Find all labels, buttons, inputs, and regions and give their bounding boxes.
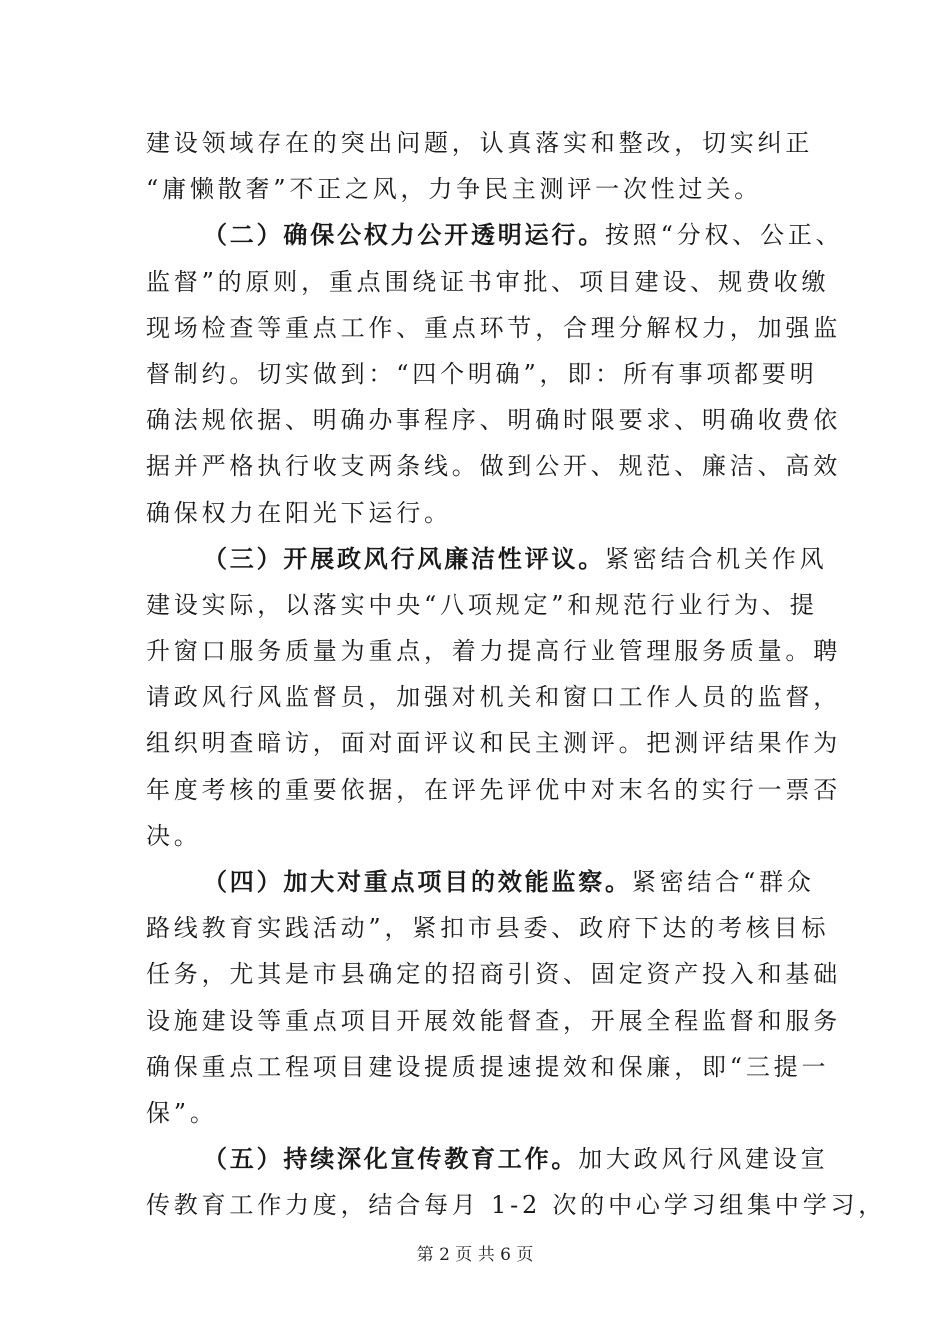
section-heading: （二）确保公权力公开透明运行。 bbox=[203, 221, 605, 250]
text-line: 设施建设等重点项目开展效能督查，开展全程监督和服务 bbox=[146, 1006, 841, 1035]
paragraph-first-line bbox=[146, 536, 828, 582]
text-line: 任务，尤其是市县确定的招商引资、固定资产投入和基础 bbox=[146, 960, 841, 989]
section-heading: （四）加大对重点项目的效能监察。 bbox=[203, 868, 632, 896]
text-line: 年度考核的重要依据，在评先评优中对末名的实行一票否 bbox=[146, 775, 841, 804]
section-text: 按照“分权、公正、 bbox=[605, 221, 844, 250]
text-line: 升窗口服务质量为重点，着力提高行业管理服务质量。聘 bbox=[146, 637, 841, 666]
paragraph-first-line bbox=[146, 1136, 829, 1182]
text-line: 监督”的原则，重点围绕证书审批、项目建设、规费收缴 bbox=[146, 267, 830, 296]
text-line: 传教育工作力度，结合每月 1-2 次的中心学习组集中学习， bbox=[146, 1191, 887, 1220]
text-line: 确保重点工程项目建设提质提速提效和保廉，即“三提一 bbox=[146, 1052, 830, 1081]
text-line: 建设领域存在的突出问题，认真落实和整改，切实纠正 bbox=[146, 129, 814, 157]
page-footer: 第 2 页 共 6 页 bbox=[416, 1245, 534, 1265]
section-text: 加大政风行风建设宣 bbox=[578, 1145, 829, 1174]
text-line: 保”。 bbox=[146, 1098, 218, 1127]
paragraph-first-line bbox=[146, 859, 815, 905]
paragraph-first-line bbox=[146, 212, 844, 258]
text-line: 现场检查等重点工作、重点环节，合理分解权力，加强监 bbox=[146, 313, 841, 342]
section-text: 紧密结合机关作风 bbox=[605, 544, 828, 573]
text-line: 决。 bbox=[146, 821, 202, 850]
text-line: “庸懒散奢”不正之风，力争民主测评一次性过关。 bbox=[146, 175, 762, 204]
text-line: 确保权力在阳光下运行。 bbox=[146, 498, 452, 527]
text-line: 据并严格执行收支两条线。做到公开、规范、廉洁、高效 bbox=[146, 452, 841, 481]
text-line: 请政风行风监督员，加强对机关和窗口工作人员的监督， bbox=[146, 683, 841, 712]
text-line: 确法规依据、明确办事程序、明确时限要求、明确收费依 bbox=[146, 406, 841, 435]
text-line: 建设实际，以落实中央“八项规定”和规范行业行为、提 bbox=[146, 590, 818, 619]
section-heading: （五）持续深化宣传教育工作。 bbox=[203, 1145, 579, 1174]
text-line: 督制约。切实做到：“四个明确”，即：所有事项都要明 bbox=[146, 359, 818, 388]
document-body bbox=[146, 120, 887, 1229]
section-heading: （三）开展政风行风廉洁性评议。 bbox=[203, 544, 605, 573]
section-text: 紧密结合“群众 bbox=[631, 868, 815, 896]
text-line: 路线教育实践活动”，紧扣市县委、政府下达的考核目标 bbox=[146, 914, 830, 943]
text-line: 组织明查暗访，面对面评议和民主测评。把测评结果作为 bbox=[146, 729, 841, 758]
